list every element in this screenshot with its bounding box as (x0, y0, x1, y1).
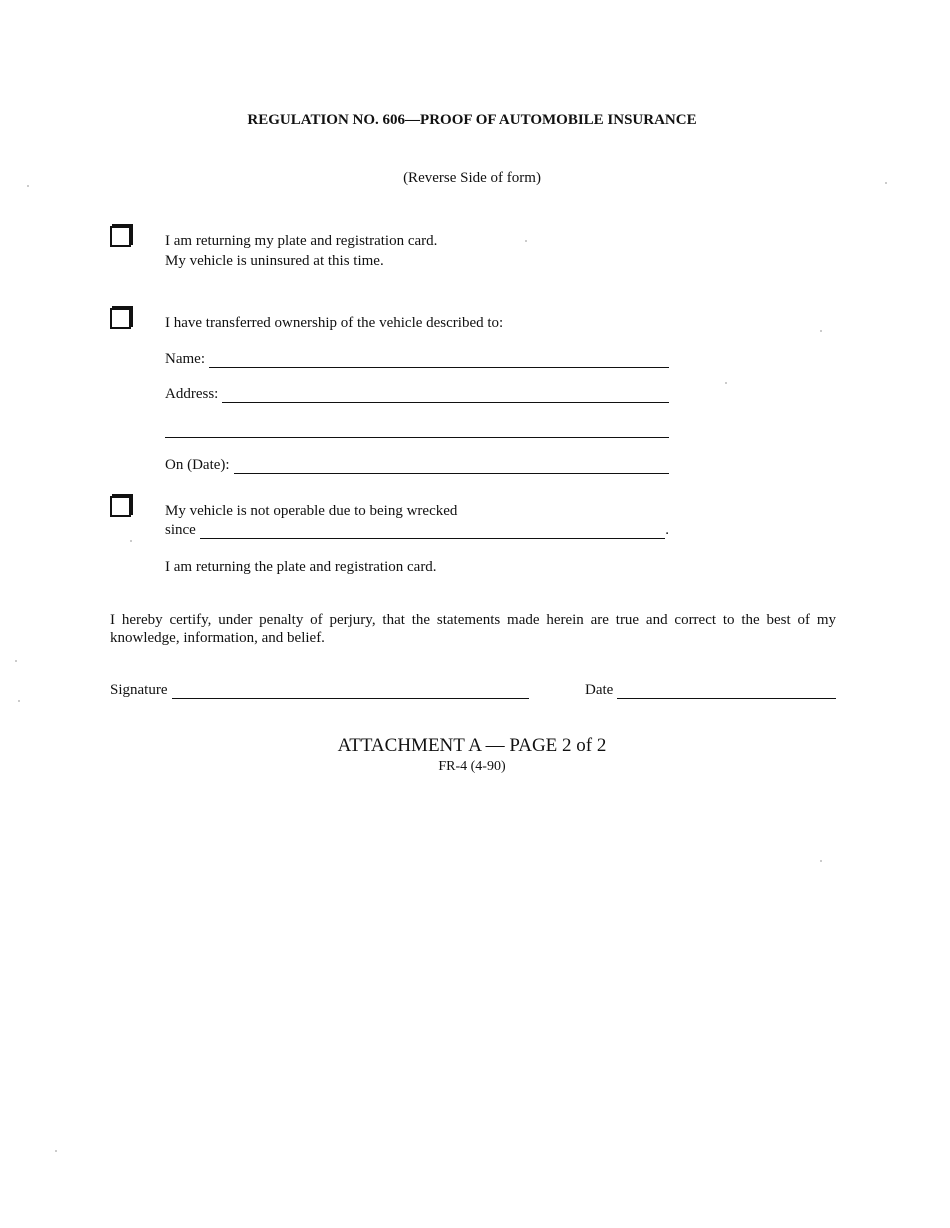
option1-line1: I am returning my plate and registration card. (165, 233, 438, 249)
form-id: FR-4 (4-90) (438, 759, 506, 774)
since-input-line[interactable] (200, 520, 665, 539)
transfer-date-field (165, 455, 669, 474)
signature-input-line[interactable] (172, 680, 530, 699)
address-input-line-2[interactable] (165, 437, 669, 438)
signature-date-label: Date (585, 682, 614, 698)
signature-field (110, 680, 529, 699)
checkbox-returning-plate[interactable] (110, 226, 131, 247)
address-label: Address: (165, 386, 219, 402)
option3-line1: My vehicle is not operable due to being wrecked (165, 503, 458, 519)
option1-line2: My vehicle is uninsured at this time. (165, 253, 384, 269)
transfer-date-label: On (Date): (165, 457, 230, 473)
checkbox-not-operable[interactable] (110, 496, 131, 517)
name-label: Name: (165, 351, 205, 367)
since-period: . (665, 522, 669, 538)
name-input-line[interactable] (209, 349, 669, 368)
signature-label: Signature (110, 682, 168, 698)
attachment-page-label: ATTACHMENT A — PAGE 2 of 2 (337, 735, 607, 756)
since-field (165, 520, 669, 539)
address-input-line[interactable] (222, 384, 669, 403)
checkbox-transferred-ownership[interactable] (110, 308, 131, 329)
signature-date-field (585, 680, 836, 699)
name-field (165, 349, 669, 368)
page-title: REGULATION NO. 606—PROOF OF AUTOMOBILE INSURANCE (247, 112, 697, 128)
since-label: since (165, 522, 196, 538)
transfer-date-input-line[interactable] (234, 455, 669, 474)
certification-statement: I hereby certify, under penalty of perjury, that the statements made herein are true and correct to the best of my knowledge, information, and belief. (110, 612, 836, 646)
signature-date-input-line[interactable] (617, 680, 836, 699)
option3-returning: I am returning the plate and registration card. (165, 559, 437, 575)
option2-text: I have transferred ownership of the vehicle described to: (165, 315, 504, 331)
address-field (165, 384, 669, 403)
page-subtitle: (Reverse Side of form) (403, 170, 541, 186)
